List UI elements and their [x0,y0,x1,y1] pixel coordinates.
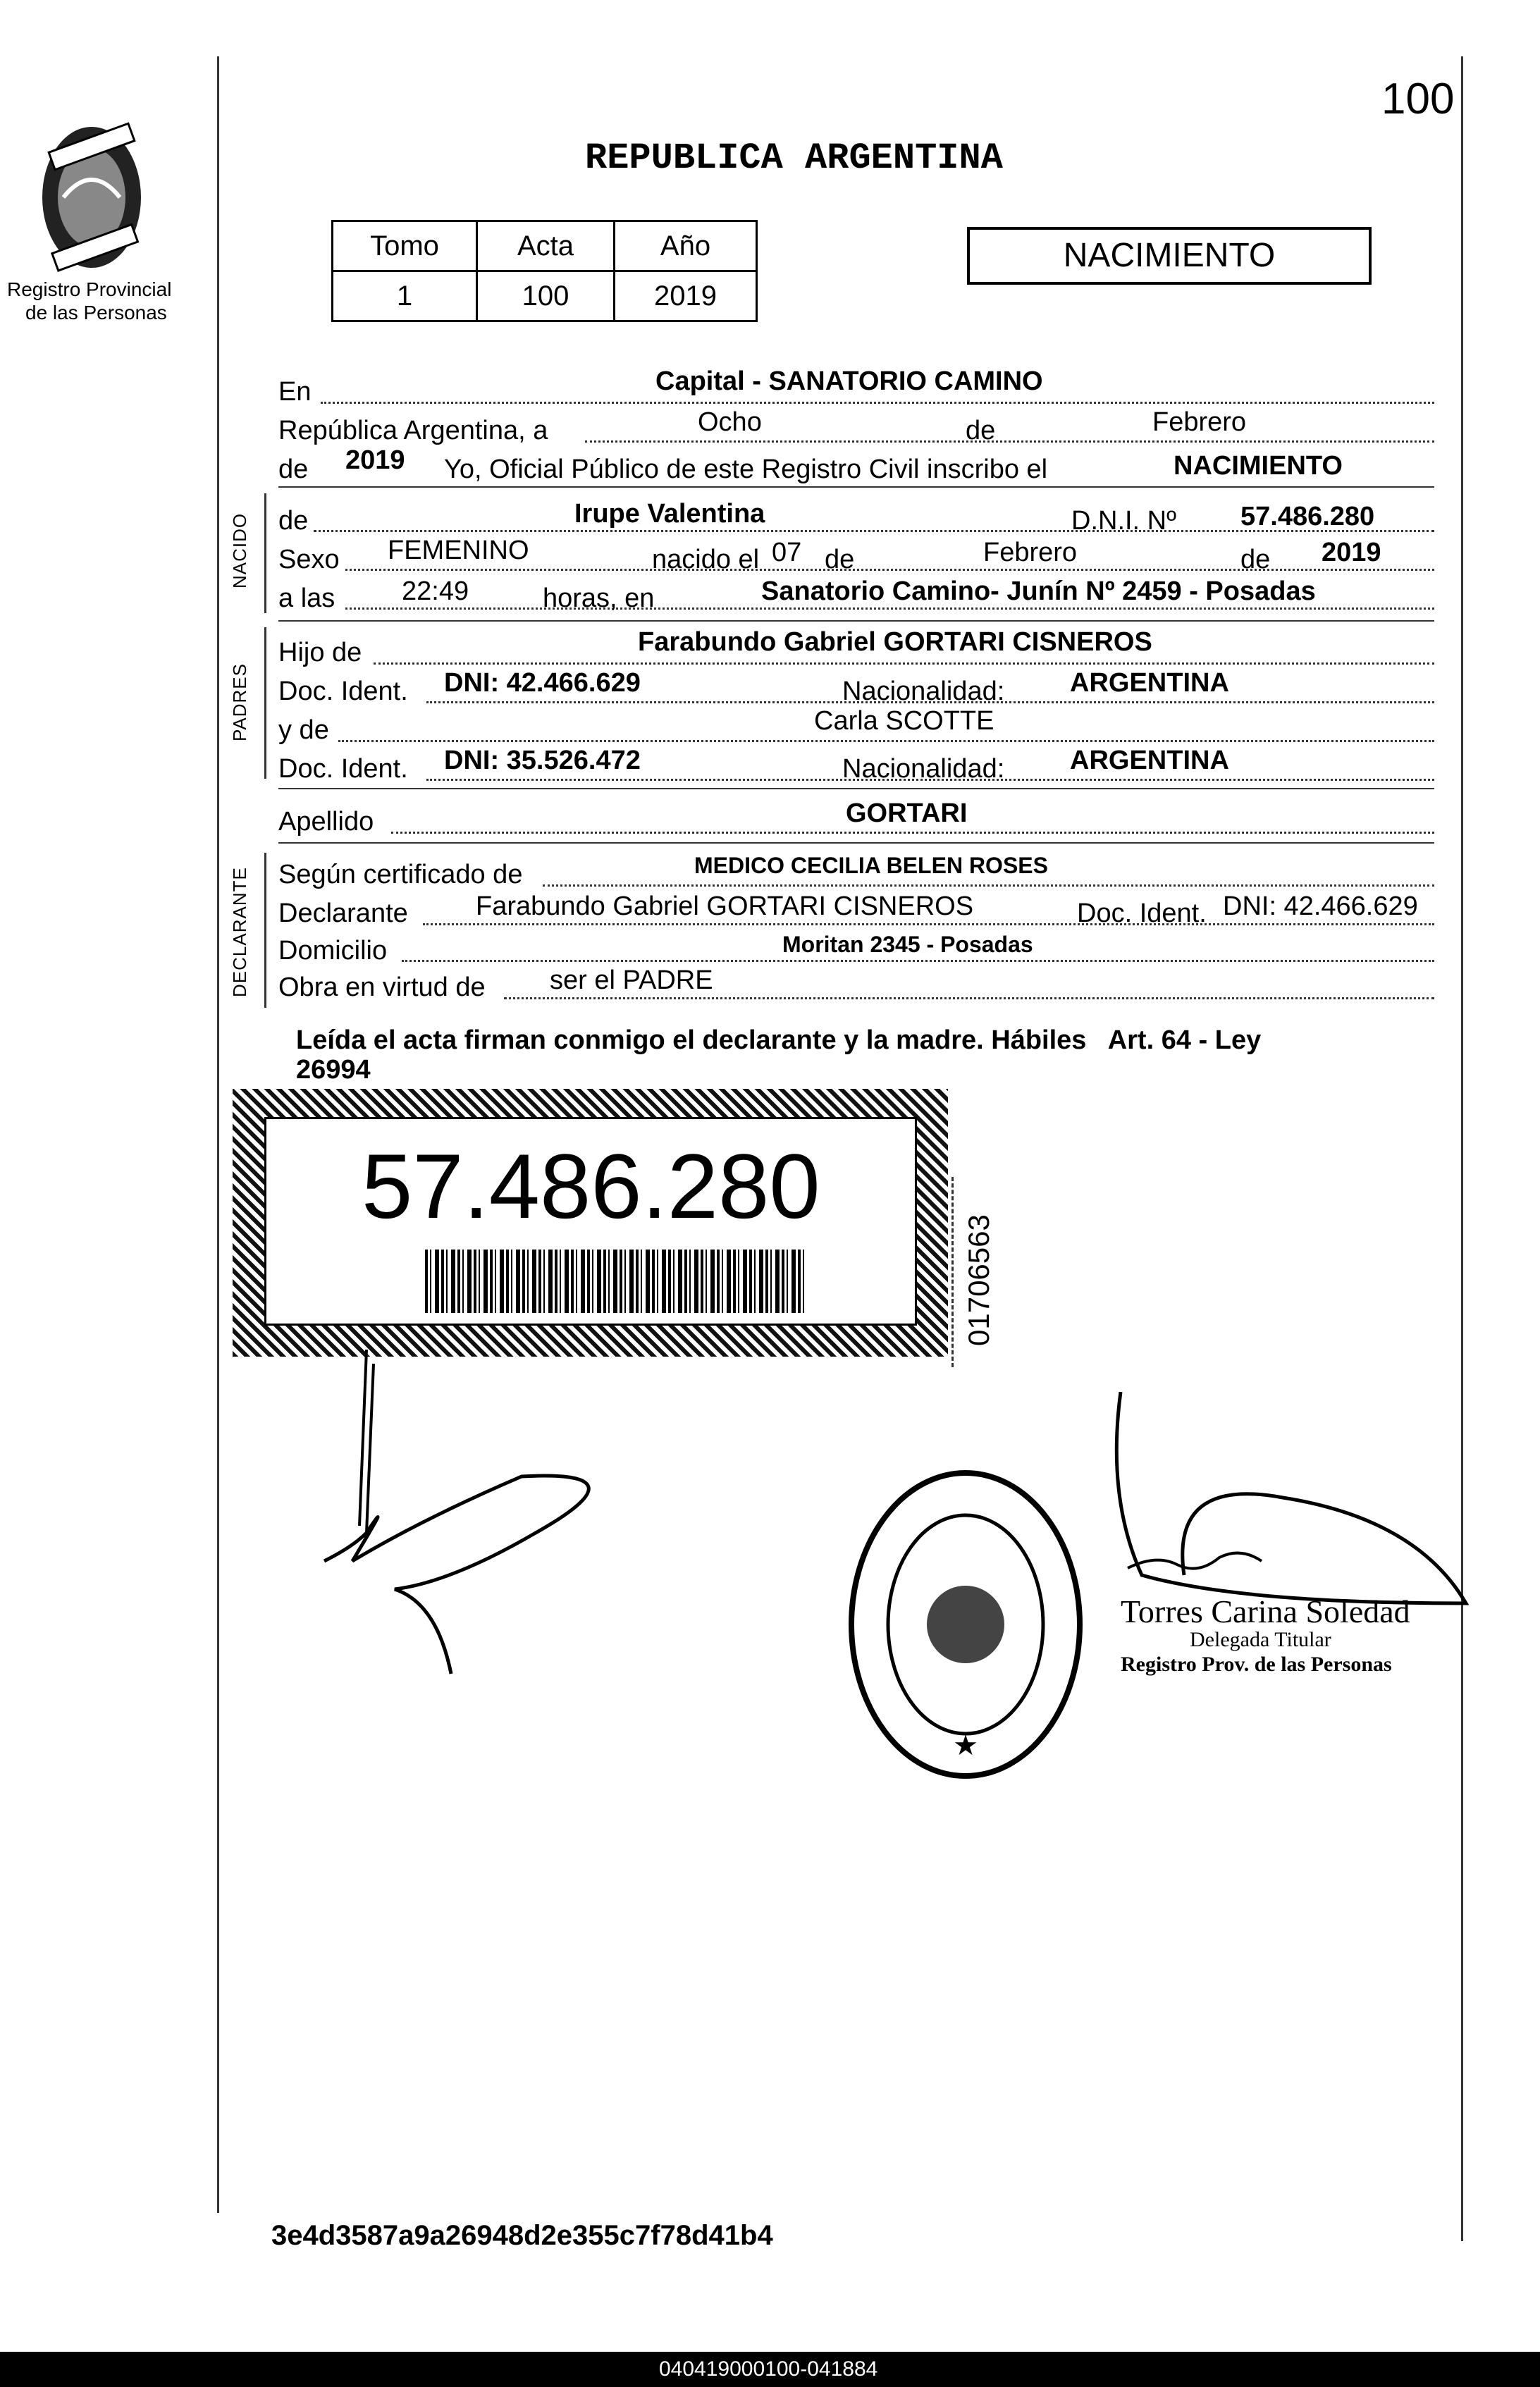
child-dni: 57.486.280 [1240,502,1375,531]
nacido-bracket [264,493,266,613]
officer-text: Yo, Oficial Público de este Registro Civil inscribo el [444,455,1048,484]
nacido-de-label: de [278,506,309,536]
dots [402,960,1434,962]
a-las-label: a las [278,584,335,613]
republica-label: República Argentina, a [278,416,548,445]
birth-year: 2019 [1322,538,1381,567]
footer-code: 040419000100-041884 [659,2357,878,2381]
dni-sticker [233,1089,948,1357]
table-header-ano: Año [615,221,757,271]
rule [278,620,1434,622]
father-name: Farabundo Gabriel GORTARI CISNEROS [638,627,1152,657]
rule [278,842,1434,844]
mother-name: Carla SCOTTE [814,706,994,736]
dots [321,402,1434,404]
barcode [425,1250,806,1313]
nacido-side-label: NACIDO [229,512,250,588]
apellido: GORTARI [846,798,968,828]
dots [504,997,1434,999]
year: 2019 [345,445,405,475]
sticker-serial-box [951,1177,1024,1367]
logo-caption-2: de las Personas [25,302,167,323]
day-word: Ocho [698,407,762,437]
rule [278,486,1434,488]
dots [374,662,1434,665]
sexo-label: Sexo [278,545,340,574]
hijo-de-label: Hijo de [278,638,362,667]
mother-doc: DNI: 35.526.472 [444,746,641,775]
logo-caption-1: Registro Provincial [7,278,172,300]
domicilio: Moritan 2345 - Posadas [782,932,1033,957]
sticker-number: 57.486.280 [362,1135,820,1238]
year-prefix: de [278,455,309,484]
officer-office: Registro Prov. de las Personas [1121,1653,1392,1676]
birth-day: 07 [772,538,802,567]
de1-label: de [825,545,855,574]
rule [278,788,1434,789]
officer-title: Delegada Titular [1190,1628,1331,1651]
svg-text:★: ★ [953,1729,978,1762]
certificate: MEDICO CECILIA BELEN ROSES [694,853,1048,878]
de-label: de [966,416,996,445]
table-value-acta: 100 [477,271,615,321]
father-doc-label: Doc. Ident. [278,677,408,706]
document-hash: 3e4d3587a9a26948d2e355c7f78d41b4 [271,2220,773,2251]
act-type: NACIMIENTO [1063,237,1276,274]
dots [345,569,1434,571]
registry-table [331,220,758,322]
table-header-tomo: Tomo [333,221,477,271]
dots [345,607,1434,610]
left-margin-line [217,56,219,2213]
y-de-label: y de [278,715,329,745]
country-title: REPUBLICA ARGENTINA [585,137,1003,179]
closing-line-1: Leída el acta firman conmigo el declarante y la madre. Hábiles Art. 64 - Ley [296,1025,1262,1055]
father-doc: DNI: 42.466.629 [444,668,641,698]
table-value-ano: 2019 [615,271,757,321]
declarante-label: Declarante [278,899,408,928]
month: Febrero [1152,407,1247,437]
father-nat-label: Nacionalidad: [842,677,1005,706]
obra-label: Obra en virtud de [278,973,486,1002]
cert-label: Según certificado de [278,860,523,889]
padres-side-label: PADRES [229,663,250,741]
table-header-acta: Acta [477,221,615,271]
page-number: 100 [1381,75,1455,123]
mother-nat-label: Nacionalidad: [842,754,1005,784]
birth-time: 22:49 [402,576,469,606]
dots [585,440,1434,443]
apellido-label: Apellido [278,807,374,837]
birth-place: Sanatorio Camino- Junín Nº 2459 - Posadas [761,576,1316,606]
domicilio-label: Domicilio [278,936,388,966]
child-name: Irupe Valentina [574,499,765,529]
official-stamp [846,1466,1085,1783]
right-margin-line [1461,56,1463,2241]
de2-label: de [1240,545,1271,574]
declarante-bracket [264,853,266,1008]
closing-line-2: 26994 [296,1055,371,1085]
act-type-box [967,227,1372,285]
obra: ser el PADRE [550,966,713,995]
province-logo [21,120,148,282]
sticker-panel [264,1117,917,1326]
declarant-signature [310,1350,663,1688]
sticker-serial: 01706563 [962,1214,995,1346]
dni-label: D.N.I. Nº [1071,506,1176,536]
table-value-tomo: 1 [333,271,477,321]
mother-nationality: ARGENTINA [1070,746,1229,775]
declarante-doc: DNI: 42.466.629 [1223,892,1418,921]
dots [391,832,1434,834]
horas-label: horas, en [543,584,655,613]
sexo: FEMENINO [388,536,529,565]
father-nationality: ARGENTINA [1070,668,1229,698]
dots [543,884,1434,887]
declarante-doc-label: Doc. Ident. [1077,899,1207,928]
footer-bar [0,2352,1540,2387]
en-label: En [278,377,312,407]
nacido-el-label: nacido el [652,545,760,574]
dots [338,740,1434,742]
declarante-name: Farabundo Gabriel GORTARI CISNEROS [476,892,974,921]
declarante-side-label: DECLARANTE [229,867,250,997]
place: Capital - SANATORIO CAMINO [655,366,1043,396]
dots [423,923,1434,925]
officer-name: Torres Carina Soledad [1121,1593,1410,1629]
record-kind: NACIMIENTO [1174,451,1343,481]
padres-bracket [264,627,266,779]
mother-doc-label: Doc. Ident. [278,754,408,784]
birth-month: Febrero [983,538,1078,567]
